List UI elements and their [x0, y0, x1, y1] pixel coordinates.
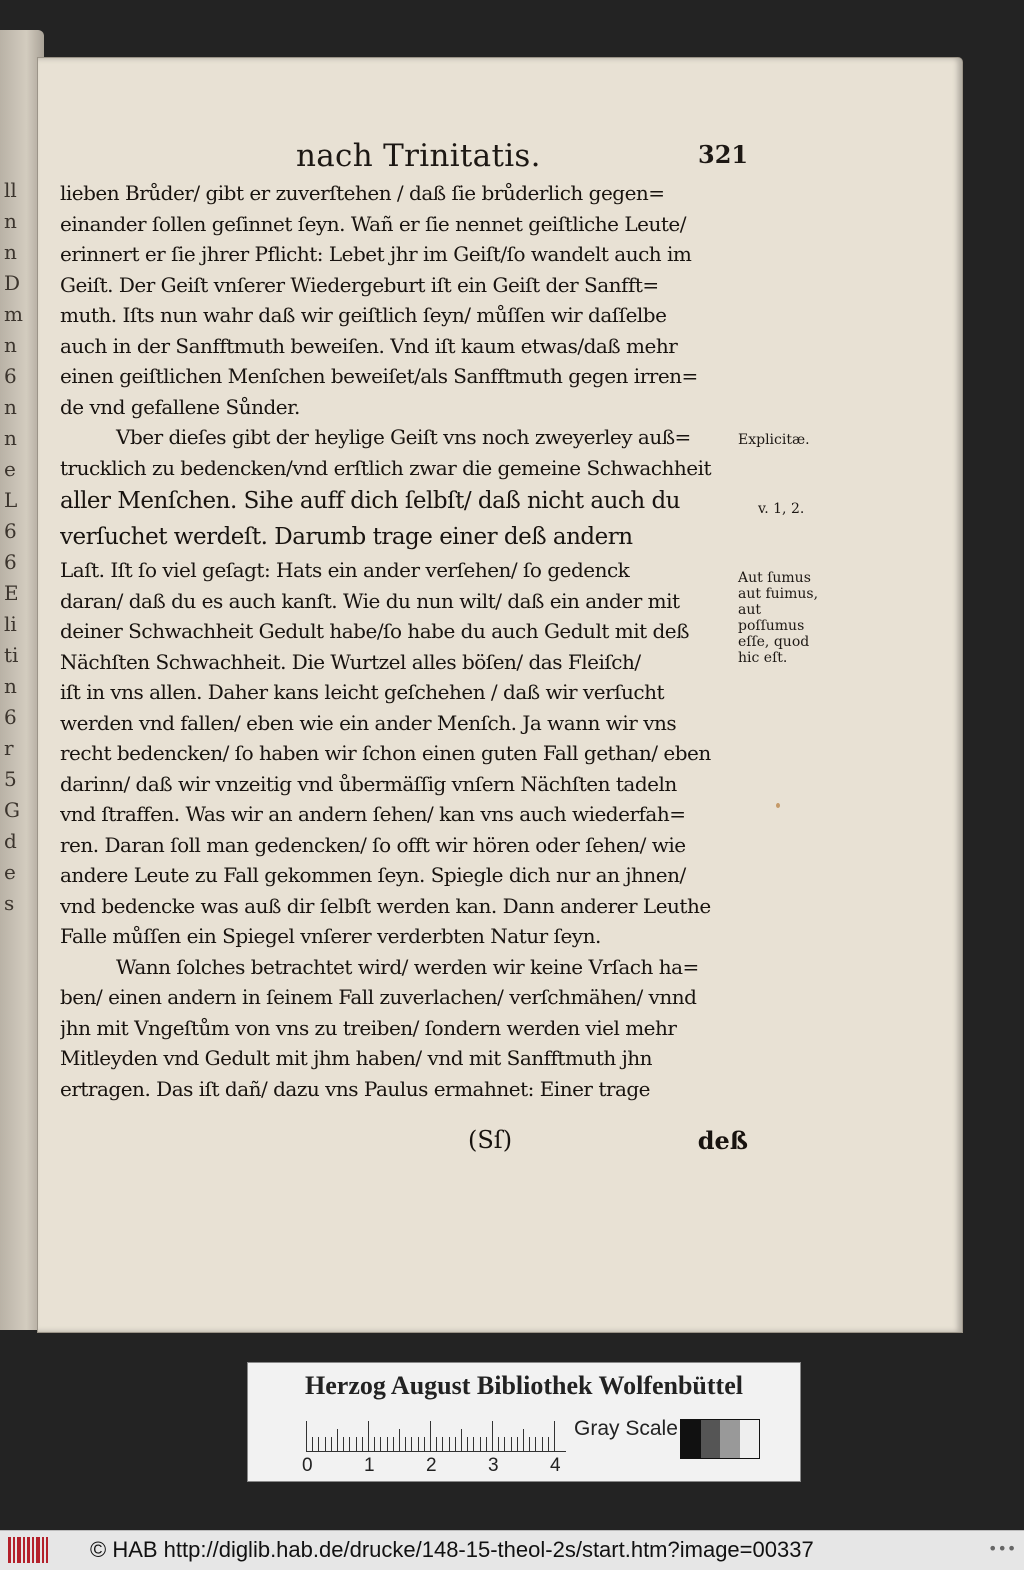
text-line: Laſt. Iſt ſo viel geſagt: Hats ein ander verſehen/ ſo gedenck [60, 558, 630, 582]
facing-page-fragment: 6 [4, 705, 17, 729]
text-line: trucklich zu bedencken/vnd erſtlich zwar die gemeine Schwachheit [60, 455, 712, 480]
text-line: Vber dieſes gibt der heylige Geiſt vns noch zweyerley auß= [116, 425, 691, 449]
catchword: deß [697, 1126, 748, 1155]
book-page [38, 58, 962, 1332]
ruler-tick [449, 1437, 450, 1451]
ruler-tick [542, 1437, 543, 1451]
ruler-tick [374, 1437, 375, 1451]
facing-page-fragment: 6 [4, 364, 17, 388]
facing-page-fragment: n [4, 674, 17, 698]
text-line: Geiſt. Der Geiſt vnſerer Wiedergeburt iſt ein Geiſt der Sanfft= [60, 272, 659, 297]
text-line: iſt in vns allen. Daher kans leicht geſchehen / daß wir verſucht [60, 680, 665, 704]
facing-page-fragment: m [4, 302, 23, 326]
ruler-tick [492, 1421, 493, 1451]
ruler-tick [306, 1421, 307, 1451]
library-color-card [247, 1362, 801, 1482]
ruler-tick [411, 1437, 412, 1451]
facing-page-fragment: ll [4, 178, 17, 202]
marginal-note: Explicitæ. [738, 432, 810, 448]
scale-label: 3 [488, 1455, 499, 1476]
library-name: Herzog August Bibliothek Wolfenbüttel [305, 1371, 743, 1400]
facing-page-fragment: 6 [4, 550, 17, 574]
ruler-tick [467, 1437, 468, 1451]
body-text [60, 178, 740, 1104]
ruler-tick [312, 1437, 313, 1451]
ruler-tick [424, 1437, 425, 1451]
ruler-tick [318, 1437, 319, 1451]
facing-page-fragment: n [4, 240, 17, 264]
ruler-tick [399, 1429, 400, 1451]
facing-page-fragment: s [4, 891, 15, 915]
gray-patch [720, 1420, 740, 1458]
ruler-tick [529, 1437, 530, 1451]
text-line: darinn/ daß wir vnzeitig vnd ůbermäſſig vnſern Nächſten tadeln [60, 771, 677, 796]
facing-page-fragment: n [4, 209, 17, 233]
catch-line [468, 1126, 748, 1160]
text-line: ben/ einen andern in ſeinem Fall zuverlachen/ verſchmähen/ vnnd [60, 985, 697, 1009]
scale-label: 0 [302, 1455, 313, 1476]
facing-page-fragment: n [4, 395, 17, 419]
gray-patch [740, 1420, 760, 1458]
facing-page-fragment: ti [4, 643, 19, 667]
text-line: vnd bedencke was auß dir ſelbſt werden kan. Dann anderer Leuthe [60, 893, 711, 918]
text-line: ertragen. Das iſt dañ/ dazu vns Paulus ermahnet: Einer trage [60, 1076, 650, 1101]
ruler-tick [535, 1437, 536, 1451]
text-line: vnd ſtraffen. Was wir an andern ſehen/ kan vns auch wiederfah= [60, 802, 686, 826]
text-line: Nächſten Schwachheit. Die Wurtzel alles böſen/ das Fleiſch/ [60, 649, 641, 674]
text-line: einander ſollen geſinnet ſeyn. Wañ er ſie nennet geiſtliche Leute/ [60, 211, 686, 236]
text-line: aller Menſchen. Sihe auff dich ſelbſt/ daß nicht auch du [60, 488, 680, 514]
facing-page-fragment: G [4, 798, 20, 822]
text-line: einen geiſtlichen Menſchen beweiſet/als Sanfftmuth gegen irren= [60, 364, 698, 388]
text-line: lieben Brůder/ gibt er zuverſtehen / daß ſie brůderlich gegen= [60, 181, 665, 205]
text-line: verſuchet werdeſt. Darumb trage einer deß andern [60, 524, 633, 550]
text-line: auch in der Sanfftmuth beweiſen. Vnd iſt kaum etwas/daß mehr [60, 333, 678, 358]
facing-page-fragment: 5 [4, 767, 17, 791]
facing-page-fragment: e [4, 860, 16, 884]
facing-page-fragment: r [4, 736, 14, 760]
ruler-tick [380, 1437, 381, 1451]
marginal-note: v. 1, 2. [758, 501, 805, 517]
ruler-tick [337, 1429, 338, 1451]
facing-page-fragment: li [4, 612, 17, 636]
ruler-tick [442, 1437, 443, 1451]
text-line: recht bedencken/ ſo haben wir ſchon einen guten Fall gethan/ eben [60, 741, 711, 765]
scale-label: 2 [426, 1455, 437, 1476]
ruler-tick [473, 1437, 474, 1451]
gray-scale-label: Gray Scale [574, 1417, 678, 1440]
ruler-tick [461, 1429, 462, 1451]
scale-label: 4 [550, 1455, 561, 1476]
gray-patch [701, 1420, 721, 1458]
ink-spot [776, 803, 780, 808]
ruler-tick [430, 1421, 431, 1451]
ruler-tick [523, 1429, 524, 1451]
scale-label: 1 [364, 1455, 375, 1476]
ruler-tick [368, 1421, 369, 1451]
text-line: jhn mit Vngeſtům von vns zu treiben/ ſondern werden viel mehr [60, 1015, 677, 1040]
gray-scale-patches [680, 1419, 760, 1459]
ruler-tick [393, 1437, 394, 1451]
page-number: 321 [698, 140, 749, 169]
ruler-tick [436, 1437, 437, 1451]
facing-page-fragment: e [4, 457, 16, 481]
more-icon[interactable]: ••• [988, 1539, 1017, 1558]
ruler-tick [498, 1437, 499, 1451]
scale-ruler [306, 1417, 566, 1452]
text-line: daran/ daß du es auch kanſt. Wie du nun wilt/ daß ein ander mit [60, 588, 680, 613]
ruler-tick [418, 1437, 419, 1451]
ruler-tick [554, 1421, 555, 1451]
text-line: de vnd gefallene Sůnder. [60, 394, 300, 419]
facing-page-fragment: E [4, 581, 19, 605]
ruler-tick [343, 1437, 344, 1451]
facing-page-fragment: D [4, 271, 21, 295]
text-line: deiner Schwachheit Gedult habe/ſo habe du auch Gedult mit deß [60, 619, 689, 643]
text-line: Falle můſſen ein Spiegel vnſerer verderbten Natur ſeyn. [60, 924, 601, 948]
ruler-tick [504, 1437, 505, 1451]
ruler-tick [331, 1437, 332, 1451]
text-line: erinnert er ſie jhrer Pflicht: Lebet jhr im Geiſt/ſo wandelt auch im [60, 242, 692, 266]
ruler-tick [511, 1437, 512, 1451]
scale-labels [298, 1455, 578, 1477]
text-line: werden vnd fallen/ eben wie ein ander Menſch. Ja wann wir vns [60, 710, 677, 735]
text-line: Mitleyden vnd Gedult mit jhm haben/ vnd mit Sanfftmuth jhn [60, 1046, 653, 1070]
text-line: Wann ſolches betrachtet wird/ werden wir keine Vrſach ha= [116, 954, 699, 979]
facing-page-fragment: 6 [4, 519, 17, 543]
signature-mark: (Sſ) [468, 1126, 513, 1154]
copyright-url-text[interactable]: © HAB http://diglib.hab.de/drucke/148-15-theol-2s/start.htm?image=00337 [90, 1537, 814, 1562]
ruler-tick [486, 1437, 487, 1451]
facing-page-fragment: d [4, 829, 17, 853]
running-title: nach Trinitatis. [296, 138, 541, 174]
ruler-tick [356, 1437, 357, 1451]
ruler-tick [325, 1437, 326, 1451]
ruler-tick [480, 1437, 481, 1451]
text-line: andere Leute zu Fall gekommen ſeyn. Spiegle dich nur an jhnen/ [60, 863, 686, 887]
ruler-tick [387, 1437, 388, 1451]
gray-patch [681, 1420, 701, 1458]
text-line: ren. Daran ſoll man gedencken/ ſo offt wir hören oder ſehen/ wie [60, 832, 686, 857]
facing-page-fragment: n [4, 333, 17, 357]
barcode-icon [8, 1537, 48, 1563]
facing-page-fragment: L [4, 488, 18, 512]
ruler-tick [405, 1437, 406, 1451]
ruler-tick [455, 1437, 456, 1451]
ruler-tick [548, 1437, 549, 1451]
ruler-tick [362, 1437, 363, 1451]
ruler-tick [517, 1437, 518, 1451]
ruler-tick [349, 1437, 350, 1451]
text-line: muth. Iſts nun wahr daß wir geiſtlich ſeyn/ můſſen wir daſſelbe [60, 303, 667, 327]
status-bar [0, 1530, 1024, 1570]
marginal-note: Aut ſumus aut fuimus, aut poſſumus eſſe, quod hic eſt. [738, 570, 819, 666]
facing-page-fragment: n [4, 426, 17, 450]
page-header [38, 138, 962, 178]
